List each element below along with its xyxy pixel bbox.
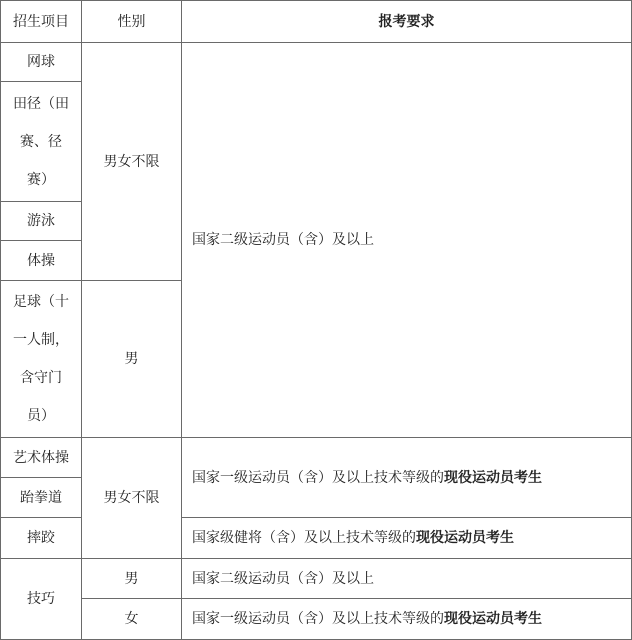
requirement-acrobatics-female-text: 国家一级运动员（含）及以上技术等级的 xyxy=(192,611,444,627)
requirement-master-active xyxy=(181,517,632,559)
project-track-field-line3: 赛） xyxy=(27,171,55,188)
requirement-level1-active xyxy=(181,437,632,518)
header-gender: 性别 xyxy=(81,0,182,43)
requirement-master-text: 国家级健将（含）及以上技术等级的 xyxy=(192,530,416,546)
gender-unrestricted-1: 男女不限 xyxy=(81,42,182,281)
project-rhythmic-gymnastics: 艺术体操 xyxy=(0,437,82,478)
gender-male-football: 男 xyxy=(81,280,182,438)
requirement-acrobatics-female-bold: 现役运动员考生 xyxy=(444,611,542,627)
project-football-line1: 足球（十 xyxy=(13,294,69,310)
project-gymnastics: 体操 xyxy=(0,240,82,281)
project-taekwondo: 跆拳道 xyxy=(0,477,82,518)
requirement-level2: 国家二级运动员（含）及以上 xyxy=(181,42,632,438)
requirement-level1-bold: 现役运动员考生 xyxy=(444,469,542,486)
project-football-line4: 员） xyxy=(27,408,55,424)
requirement-acrobatics-male xyxy=(181,558,632,599)
requirement-acrobatics-male-text: 国家二级运动员（含）及以上 xyxy=(192,570,374,587)
header-project: 招生项目 xyxy=(0,0,82,43)
project-football-line2: 一人制， xyxy=(13,332,69,348)
header-requirement: 报考要求 xyxy=(181,0,632,43)
project-track-field-line2: 赛、径 xyxy=(20,133,62,150)
project-acrobatics: 技巧 xyxy=(0,558,82,640)
requirement-acrobatics-female xyxy=(181,598,632,640)
project-track-field xyxy=(0,81,82,202)
project-swimming: 游泳 xyxy=(0,201,82,241)
project-track-field-line1: 田径（田 xyxy=(13,95,69,112)
project-wrestling: 摔跤 xyxy=(0,517,82,559)
requirement-master-bold: 现役运动员考生 xyxy=(416,530,514,546)
gender-female-acrobatics: 女 xyxy=(81,598,182,640)
project-tennis: 网球 xyxy=(0,42,82,82)
requirement-level1-text: 国家一级运动员（含）及以上技术等级的 xyxy=(192,469,444,486)
gender-unrestricted-2: 男女不限 xyxy=(81,437,182,559)
project-football xyxy=(0,280,82,438)
project-football-line3: 含守门 xyxy=(20,370,62,386)
gender-male-acrobatics: 男 xyxy=(81,558,182,599)
